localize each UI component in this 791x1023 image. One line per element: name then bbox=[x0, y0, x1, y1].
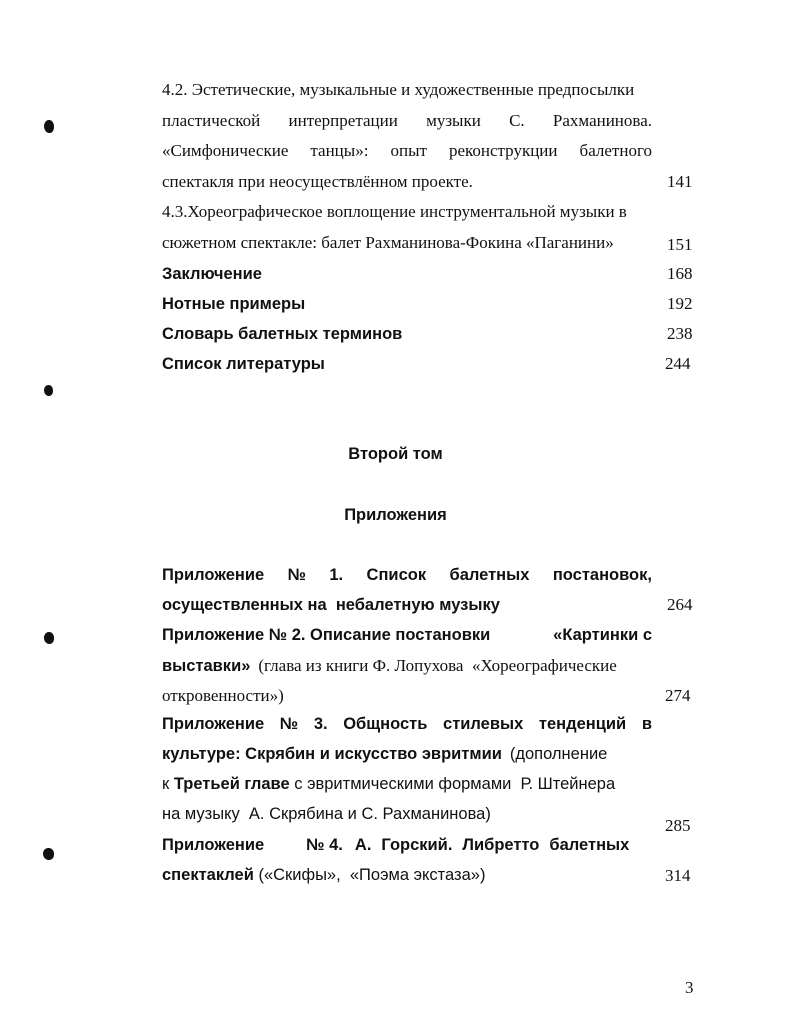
toc-item-4-3-line1: 4.3.Хореографическое воплощение инструментальной музыки в bbox=[162, 202, 627, 221]
toc-item-4-3-page: 151 bbox=[667, 235, 693, 254]
appendix-2-line3: откровенности») bbox=[162, 686, 284, 705]
toc-glossary-page: 238 bbox=[667, 324, 693, 343]
punch-mark bbox=[44, 385, 53, 396]
appendix-4-line1: Приложение № 4. А. Горский. Либретто балетных bbox=[162, 836, 630, 854]
appendix-3-line4: на музыку А. Скрябина и С. Рахманинова) bbox=[162, 805, 491, 823]
appendix-1-line2: осуществленных на небалетную музыку bbox=[162, 596, 500, 614]
toc-conclusion-page: 168 bbox=[667, 264, 693, 283]
toc-glossary-label: Словарь балетных терминов bbox=[162, 325, 403, 343]
appendix-2-line2: выставки» (глава из книги Ф. Лопухова «Хореографические bbox=[162, 656, 617, 675]
appendix-1-page: 264 bbox=[667, 595, 693, 614]
toc-item-4-2-line2: пластической интерпретации музыки С. Рахманинова. bbox=[162, 111, 652, 130]
punch-mark bbox=[44, 120, 54, 133]
punch-mark bbox=[43, 848, 54, 860]
punch-mark bbox=[44, 632, 54, 644]
toc-conclusion-label: Заключение bbox=[162, 265, 262, 283]
toc-item-4-2-page: 141 bbox=[667, 172, 693, 191]
appendix-3-line1: Приложение № 3. Общность стилевых тенденций в bbox=[162, 715, 652, 733]
appendix-3-line3: к Третьей главе с эвритмическими формами Р. Штейнера bbox=[162, 775, 616, 793]
appendix-4-line2: спектаклей («Скифы», «Поэма экстаза») bbox=[162, 866, 486, 884]
appendix-4-page: 314 bbox=[665, 866, 691, 885]
page-number: 3 bbox=[685, 978, 694, 997]
toc-item-4-3-line2: сюжетном спектакле: балет Рахманинова-Фокина «Паганини» bbox=[162, 233, 614, 252]
appendix-3-line2: культуре: Скрябин и искусство эвритмии (дополнение bbox=[162, 745, 608, 763]
toc-item-4-2-line3: «Симфонические танцы»: опыт реконструкции балетного bbox=[162, 141, 652, 160]
volume-title: Второй том bbox=[348, 445, 443, 463]
toc-item-4-2-line4: спектакля при неосуществлённом проекте. bbox=[162, 172, 473, 191]
appendix-3-page: 285 bbox=[665, 816, 691, 835]
appendix-1-line1: Приложение № 1. Список балетных постановок, bbox=[162, 566, 652, 584]
toc-bibliography-page: 244 bbox=[665, 354, 691, 373]
appendix-2-line1: Приложение № 2. Описание постановки «Картинки с bbox=[162, 626, 652, 644]
toc-music-examples-label: Нотные примеры bbox=[162, 295, 306, 313]
appendix-2-page: 274 bbox=[665, 686, 691, 705]
toc-music-examples-page: 192 bbox=[667, 294, 693, 313]
toc-item-4-2-line1: 4.2. Эстетические, музыкальные и художественные предпосылки bbox=[162, 80, 635, 99]
toc-bibliography-label: Список литературы bbox=[162, 355, 325, 373]
appendices-title: Приложения bbox=[344, 506, 447, 524]
